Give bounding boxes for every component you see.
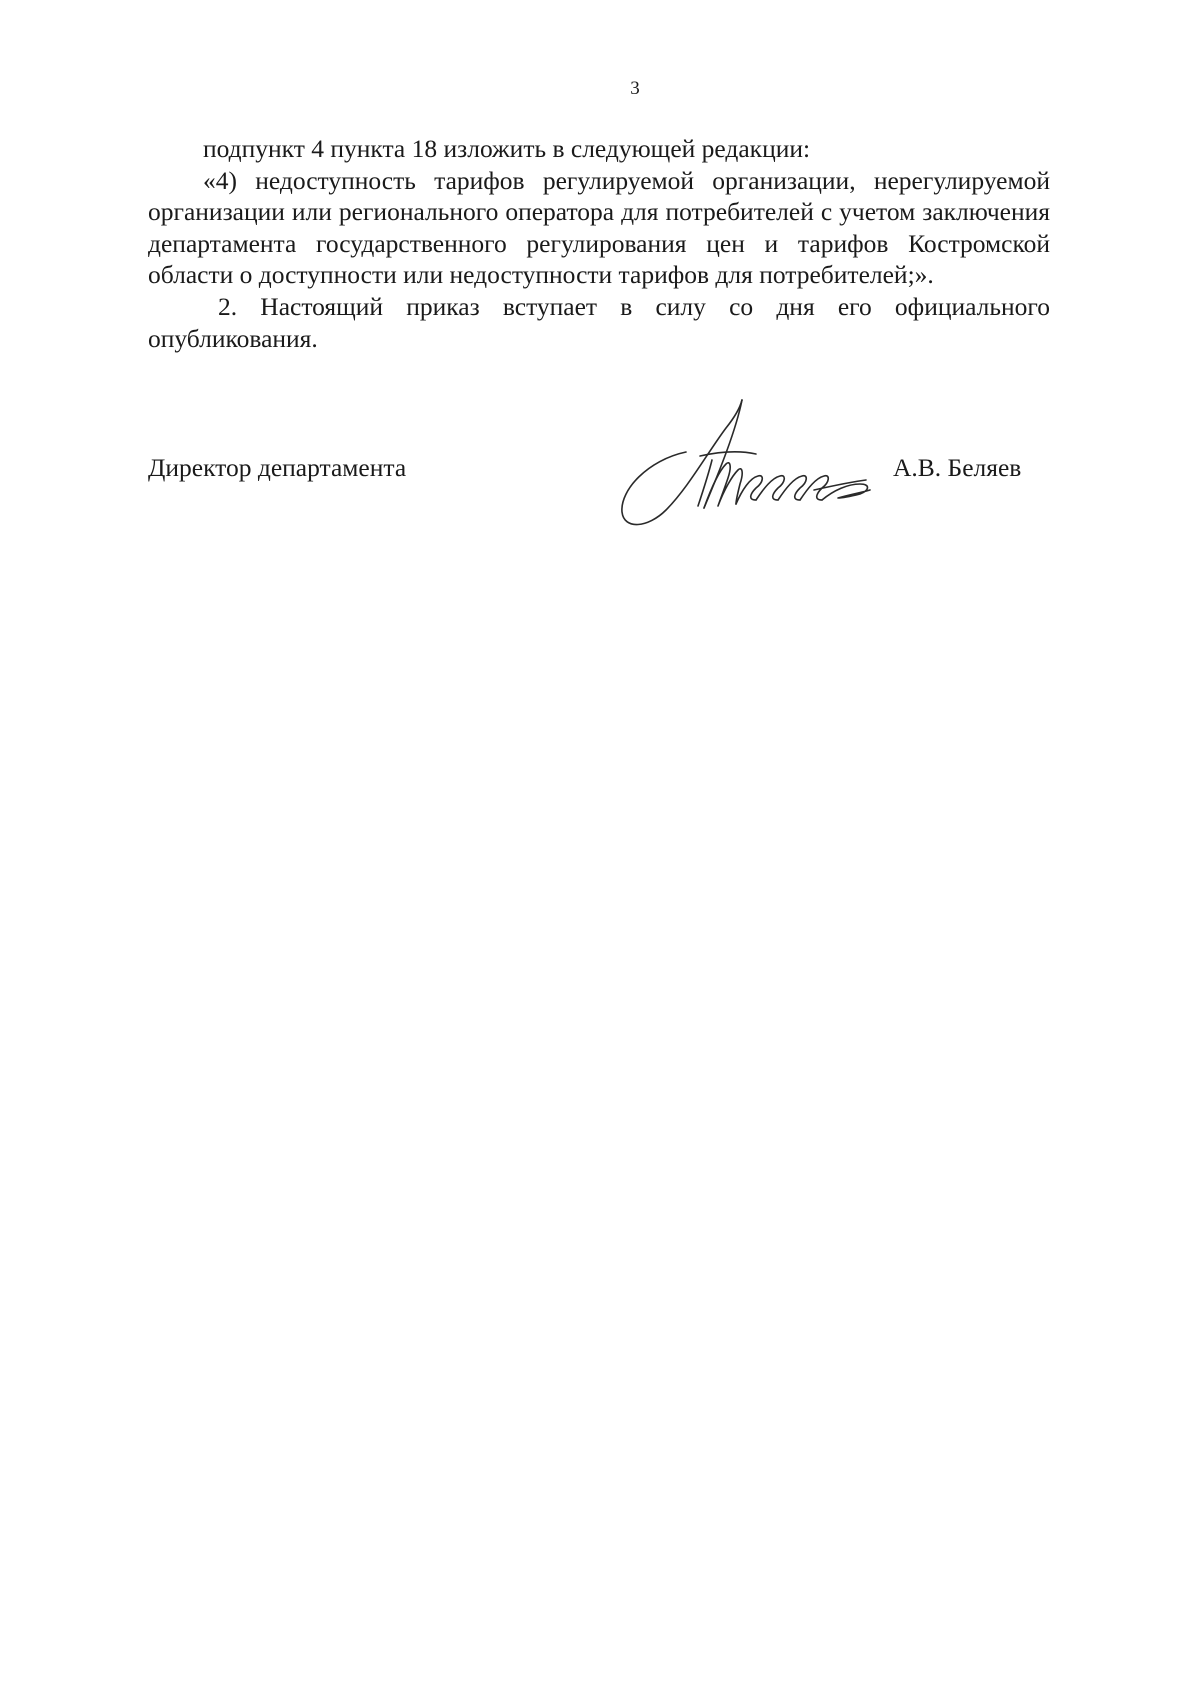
paragraph-effective-date: 2. Настоящий приказ вступает в силу со дня его официального опубликования.: [148, 291, 1050, 353]
signer-title: Директор департамента: [148, 453, 407, 482]
handwritten-signature: [608, 390, 898, 540]
page-number: 3: [630, 78, 640, 99]
signature-block: [148, 420, 1050, 530]
paragraph-subpoint-text: «4) недоступность тарифов регулируемой организации, нерегулируемой организации или регионального оператора для потребителей с учетом заключения департамента государственного регулирования цен и тарифов Костромской области о доступности или недоступности тарифов для потребителей;».: [148, 165, 1050, 290]
document-body: [148, 133, 1050, 354]
signer-name: А.В. Беляев: [893, 453, 1022, 482]
paragraph-subpoint-intro: подпункт 4 пункта 18 изложить в следующей редакции:: [203, 134, 811, 163]
